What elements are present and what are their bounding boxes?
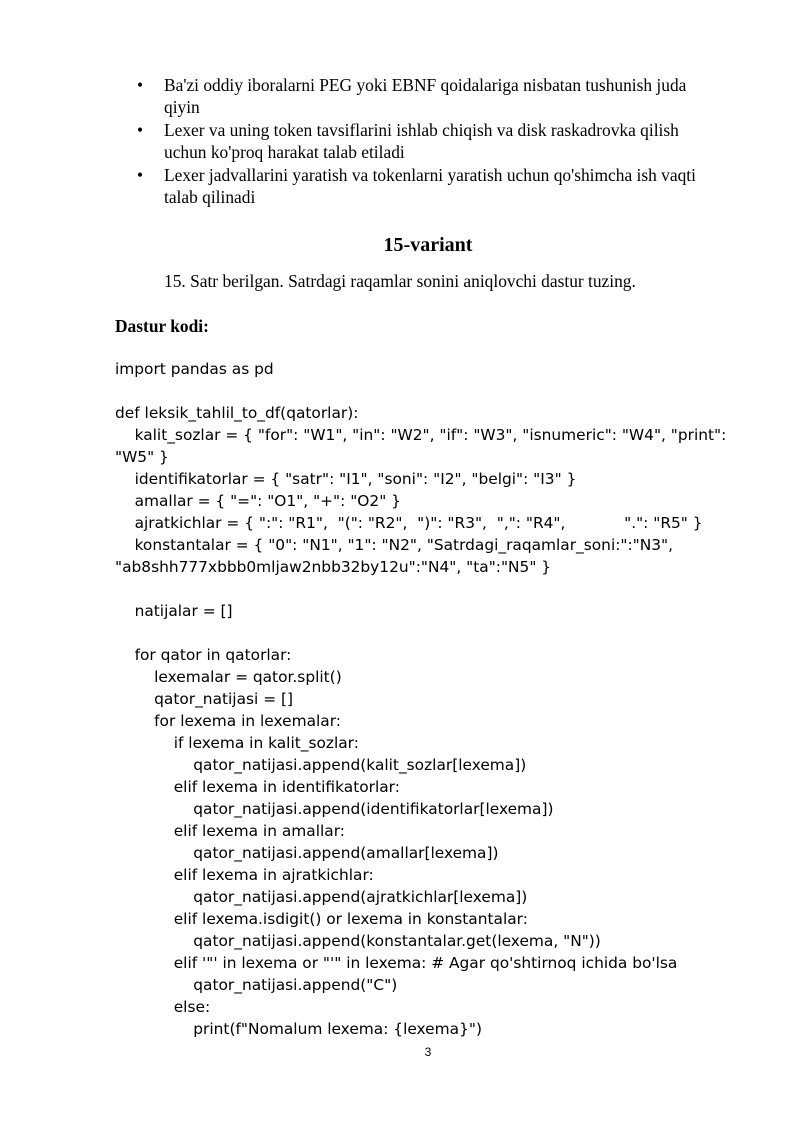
- code-line: [115, 380, 775, 402]
- code-line: konstantalar = { "0": "N1", "1": "N2", "Satrdagi_raqamlar_soni:":"N3",: [115, 536, 674, 554]
- code-line: qator_natijasi.append(kalit_sozlar[lexema]): [115, 756, 527, 774]
- list-item: [136, 119, 746, 163]
- list-item: [136, 74, 746, 118]
- code-line: natijalar = []: [115, 602, 233, 620]
- code-line: qator_natijasi.append(identifikatorlar[lexema]): [115, 800, 554, 818]
- bullet-text-line: uchun ko'proq harakat talab etiladi: [164, 142, 405, 162]
- variant-title: 15-variant: [383, 234, 473, 256]
- task-text: 15. Satr berilgan. Satrdagi raqamlar sonini aniqlovchi dastur tuzing.: [164, 271, 636, 291]
- bullet-text-line: qiyin: [164, 97, 200, 117]
- code-line: "W5" }: [115, 448, 169, 466]
- code-line: kalit_sozlar = { "for": "W1", "in": "W2", "if": "W3", "isnumeric": "W4", "print":: [115, 426, 727, 444]
- code-line: import pandas as pd: [115, 360, 274, 378]
- code-line: elif lexema.isdigit() or lexema in konstantalar:: [115, 910, 528, 928]
- code-line: amallar = { "=": "O1", "+": "O2" }: [115, 492, 401, 510]
- code-line: "ab8shh777xbbb0mljaw2nbb32by12u":"N4", "ta":"N5" }: [115, 558, 552, 576]
- code-line: if lexema in kalit_sozlar:: [115, 734, 359, 752]
- code-line: qator_natijasi.append("C"): [115, 976, 398, 994]
- bullet-marker: •: [137, 120, 144, 140]
- code-line: print(f"Nomalum lexema: {lexema}"): [115, 1020, 482, 1038]
- code-line: for qator in qatorlar:: [115, 646, 292, 664]
- code-heading: Dastur kodi:: [115, 316, 209, 336]
- code-line: [115, 578, 775, 600]
- bullet-text-line: Lexer va uning token tavsiflarini ishlab chiqish va disk raskadrovka qilish: [164, 120, 679, 140]
- bullet-list: [136, 74, 746, 209]
- code-line: identifikatorlar = { "satr": "I1", "soni": "I2", "belgi": "I3" }: [115, 470, 577, 488]
- page-number: 3: [424, 1045, 432, 1059]
- bullet-marker: •: [137, 165, 144, 185]
- code-line: elif '"' in lexema or "'" in lexema: # Agar qo'shtirnoq ichida bo'lsa: [115, 954, 678, 972]
- code-line: for lexema in lexemalar:: [115, 712, 341, 730]
- code-line: lexemalar = qator.split(): [115, 668, 342, 686]
- code-block: [115, 358, 775, 1040]
- code-line: [115, 622, 775, 644]
- code-line: def leksik_tahlil_to_df(qatorlar):: [115, 404, 359, 422]
- code-line: qator_natijasi.append(ajratkichlar[lexema]): [115, 888, 528, 906]
- code-line: elif lexema in identifikatorlar:: [115, 778, 400, 796]
- code-line: qator_natijasi.append(amallar[lexema]): [115, 844, 499, 862]
- code-line: elif lexema in ajratkichlar:: [115, 866, 374, 884]
- bullet-marker: •: [137, 75, 144, 95]
- code-line: else:: [115, 998, 211, 1016]
- bullet-text-line: Ba'zi oddiy iboralarni PEG yoki EBNF qoidalariga nisbatan tushunish juda: [164, 75, 687, 95]
- list-item: [136, 164, 746, 208]
- code-line: elif lexema in amallar:: [115, 822, 345, 840]
- bullet-text-line: talab qilinadi: [164, 187, 256, 207]
- code-line: ajratkichlar = { ":": "R1", "(": "R2", ")": "R3", ",": "R4", ".": "R5" }: [115, 514, 703, 532]
- code-line: qator_natijasi.append(konstantalar.get(lexema, "N")): [115, 932, 601, 950]
- code-line: qator_natijasi = []: [115, 690, 293, 708]
- bullet-text-line: Lexer jadvallarini yaratish va tokenlarni yaratish uchun qo'shimcha ish vaqti: [164, 165, 696, 185]
